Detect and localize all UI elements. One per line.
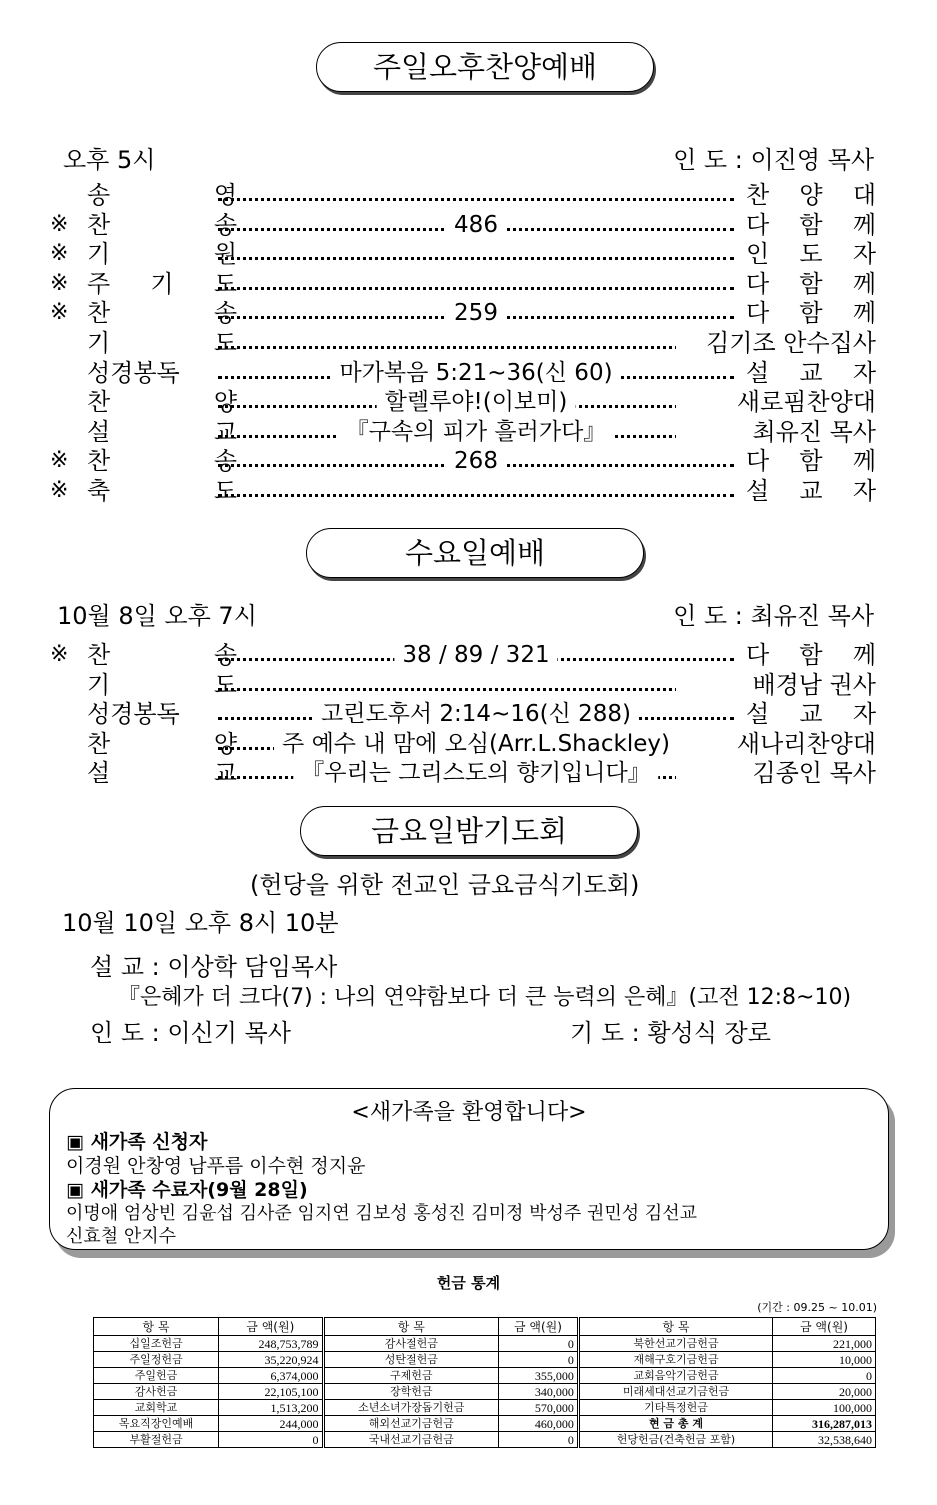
order-person: 배경남 권사 [676, 670, 876, 700]
order-detail: 259 [446, 298, 506, 328]
dot-leader [218, 358, 734, 388]
offering-item: 소년소녀가장돕기헌금 [323, 1400, 499, 1416]
offering-header: 항 목 [323, 1318, 499, 1336]
required-mark: ※ [50, 478, 69, 503]
offering-item: 해외선교기금헌금 [323, 1416, 499, 1432]
dot-leader [218, 758, 734, 788]
offering-row [94, 1352, 876, 1368]
offering-item: 십일조헌금 [94, 1336, 219, 1352]
order-label: 찬 송 [87, 210, 237, 239]
offering-amount: 32,538,640 [773, 1432, 876, 1448]
order-row [50, 180, 876, 210]
offering-item: 기타특정헌금 [578, 1400, 772, 1416]
order-label: 찬 송 [87, 447, 237, 476]
order-person: 다 함 께 [746, 299, 876, 328]
order-person: 다 함 께 [746, 269, 876, 298]
offering-amount: 570,000 [499, 1400, 579, 1416]
order-row [50, 729, 876, 759]
order-label: 기 도 [87, 329, 237, 357]
dot-leader [218, 298, 734, 328]
friday-preacher: 설 교 : 이상학 담임목사 [90, 953, 338, 981]
offering-title: 헌금 통계 [436, 1274, 501, 1292]
offering-item: 감사헌금 [94, 1384, 219, 1400]
offering-item: 북한선교기금헌금 [578, 1336, 772, 1352]
offering-amount: 0 [499, 1432, 579, 1448]
offering-item: 미래세대선교기금헌금 [578, 1384, 772, 1400]
offering-amount: 460,000 [499, 1416, 579, 1432]
offering-item: 재해구호기금헌금 [578, 1352, 772, 1368]
order-person: 새로핌찬양대 [676, 387, 876, 417]
offering-item: 교회음악기금헌금 [578, 1368, 772, 1384]
offering-table [93, 1317, 876, 1448]
sunday-leader: 인 도 : 이진영 목사 [673, 146, 874, 174]
order-detail: 할렐루야!(이보미) [377, 387, 576, 417]
applicants-list: 이경원 안창영 남푸름 이수현 정지윤 [66, 1155, 366, 1177]
order-label: 찬 송 [87, 641, 237, 669]
dot-leader [218, 476, 734, 506]
order-detail: 고린도후서 2:14~16(신 288) [313, 699, 639, 729]
offering-amount: 1,513,200 [219, 1400, 323, 1416]
offering-item: 구제헌금 [323, 1368, 499, 1384]
offering-row [94, 1416, 876, 1432]
offering-item: 헌당헌금(건축헌금 포함) [578, 1432, 772, 1448]
welcome-title: <새가족을 환영합니다> [351, 1100, 587, 1125]
offering-item: 국내선교기금헌금 [323, 1432, 499, 1448]
wednesday-leader: 인 도 : 최유진 목사 [673, 602, 874, 630]
offering-amount: 355,000 [499, 1368, 579, 1384]
offering-amount: 6,374,000 [219, 1368, 323, 1384]
offering-item: 현 금 총 계 [578, 1416, 772, 1432]
order-person: 설 교 자 [746, 358, 876, 387]
order-person: 다 함 께 [746, 641, 876, 669]
order-row [50, 239, 876, 269]
order-detail: 268 [446, 446, 506, 476]
order-label: 찬 양 [87, 388, 237, 417]
offering-amount: 0 [219, 1432, 323, 1448]
friday-leader: 인 도 : 이신기 목사 [90, 1019, 291, 1047]
dot-leader [218, 417, 734, 447]
offering-item: 교회학교 [94, 1400, 219, 1416]
order-person: 설 교 자 [746, 700, 876, 729]
order-row [50, 446, 876, 476]
offering-amount: 0 [499, 1336, 579, 1352]
order-detail: 486 [446, 210, 506, 240]
offering-item: 장학헌금 [323, 1384, 499, 1400]
order-row [50, 358, 876, 388]
sunday-time: 오후 5시 [63, 146, 156, 174]
order-label: 기 도 [87, 670, 237, 699]
order-row [50, 758, 876, 788]
order-detail: 마가복음 5:21~36(신 60) [331, 358, 620, 388]
offering-item: 목요직장인예배 [94, 1416, 219, 1432]
offering-row [94, 1384, 876, 1400]
order-label: 송 영 [87, 181, 237, 209]
offering-row [94, 1400, 876, 1416]
wednesday-time: 10월 8일 오후 7시 [57, 602, 257, 630]
dot-leader [218, 640, 734, 670]
required-mark: ※ [50, 241, 69, 267]
offering-amount: 221,000 [773, 1336, 876, 1352]
order-person: 새나리찬양대 [676, 729, 876, 759]
order-row [50, 210, 876, 240]
offering-item: 부활절헌금 [94, 1432, 219, 1448]
order-row [50, 699, 876, 729]
order-person: 다 함 께 [746, 210, 876, 239]
friday-title: 금요일밤기도회 [300, 806, 638, 856]
offering-amount: 0 [773, 1368, 876, 1384]
dot-leader [218, 387, 734, 417]
order-label: 주 기 도 [87, 269, 237, 298]
dot-leader [218, 239, 734, 269]
required-mark: ※ [50, 642, 69, 667]
order-detail: 『구속의 피가 흘러가다』 [338, 417, 615, 447]
order-person: 찬 양 대 [746, 181, 876, 209]
offering-period: (기간 : 09.25 ~ 10.01) [757, 1301, 877, 1314]
offering-amount: 10,000 [773, 1352, 876, 1368]
order-row [50, 417, 876, 447]
order-row [50, 670, 876, 700]
dot-leader [218, 328, 734, 358]
dot-leader [218, 180, 734, 210]
welcome-box [49, 1088, 889, 1250]
required-mark: ※ [50, 211, 69, 237]
order-label: 설 교 [87, 417, 237, 446]
order-label: 찬 양 [87, 729, 237, 758]
friday-subtitle: (헌당을 위한 전교인 금요금식기도회) [250, 871, 640, 899]
order-label: 성경봉독 [87, 700, 180, 729]
order-row [50, 269, 876, 299]
offering-row [94, 1432, 876, 1448]
offering-header: 금 액(원) [773, 1318, 876, 1336]
order-person: 다 함 께 [746, 447, 876, 476]
offering-row [94, 1336, 876, 1352]
graduates-title: ▣ 새가족 수료자(9월 28일) [66, 1179, 308, 1201]
order-person: 인 도 자 [746, 240, 876, 269]
required-mark: ※ [50, 270, 69, 296]
order-label: 찬 송 [87, 299, 237, 328]
offering-amount: 20,000 [773, 1384, 876, 1400]
offering-amount: 316,287,013 [773, 1416, 876, 1432]
friday-time: 10월 10일 오후 8시 10분 [62, 909, 339, 937]
graduates-list: 이명애 엄상빈 김윤섭 김사준 임지연 김보성 홍성진 김미정 박성주 권민성 김선교 [66, 1203, 698, 1224]
offering-header: 항 목 [94, 1318, 219, 1336]
order-label: 기 원 [87, 240, 237, 269]
dot-leader [218, 446, 734, 476]
order-label: 성경봉독 [87, 358, 180, 387]
offering-header: 항 목 [578, 1318, 772, 1336]
offering-amount: 0 [499, 1352, 579, 1368]
friday-sermon: 『은혜가 더 크다(7) : 나의 연약함보다 더 큰 능력의 은혜』(고전 12:8~10) [118, 985, 852, 1010]
offering-amount: 244,000 [219, 1416, 323, 1432]
dot-leader [218, 699, 734, 729]
graduates-list-2: 신효철 안지수 [66, 1226, 177, 1247]
friday-prayer: 기 도 : 황성식 장로 [570, 1019, 771, 1047]
applicants-title: ▣ 새가족 신청자 [66, 1131, 208, 1153]
order-row [50, 328, 876, 358]
order-label: 설 교 [87, 759, 237, 788]
offering-amount: 35,220,924 [219, 1352, 323, 1368]
offering-amount: 22,105,100 [219, 1384, 323, 1400]
offering-amount: 248,753,789 [219, 1336, 323, 1352]
dot-leader [218, 269, 734, 299]
order-row [50, 640, 876, 670]
order-person: 설 교 자 [746, 477, 876, 505]
required-mark: ※ [50, 448, 69, 474]
order-person: 김기조 안수집사 [676, 328, 876, 358]
offering-item: 주일헌금 [94, 1368, 219, 1384]
dot-leader [218, 729, 734, 759]
order-detail: 『우리는 그리스도의 향기입니다』 [293, 758, 658, 788]
offering-header: 금 액(원) [499, 1318, 579, 1336]
order-detail: 38 / 89 / 321 [394, 640, 557, 670]
sunday-title: 주일오후찬양예배 [316, 42, 654, 92]
order-row [50, 387, 876, 417]
order-row [50, 476, 876, 506]
offering-item: 감사절헌금 [323, 1336, 499, 1352]
order-detail: 주 예수 내 맘에 오심(Arr.L.Shackley) [274, 729, 678, 759]
offering-item: 주일정헌금 [94, 1352, 219, 1368]
required-mark: ※ [50, 300, 69, 326]
offering-header: 금 액(원) [219, 1318, 323, 1336]
dot-leader [218, 210, 734, 240]
order-row [50, 298, 876, 328]
order-label: 축 도 [87, 477, 237, 505]
offering-amount: 340,000 [499, 1384, 579, 1400]
offering-row [94, 1368, 876, 1384]
offering-amount: 100,000 [773, 1400, 876, 1416]
dot-leader [218, 670, 734, 700]
offering-item: 성탄절헌금 [323, 1352, 499, 1368]
order-person: 최유진 목사 [676, 417, 876, 447]
order-person: 김종인 목사 [676, 758, 876, 788]
wednesday-title: 수요일예배 [306, 528, 644, 578]
